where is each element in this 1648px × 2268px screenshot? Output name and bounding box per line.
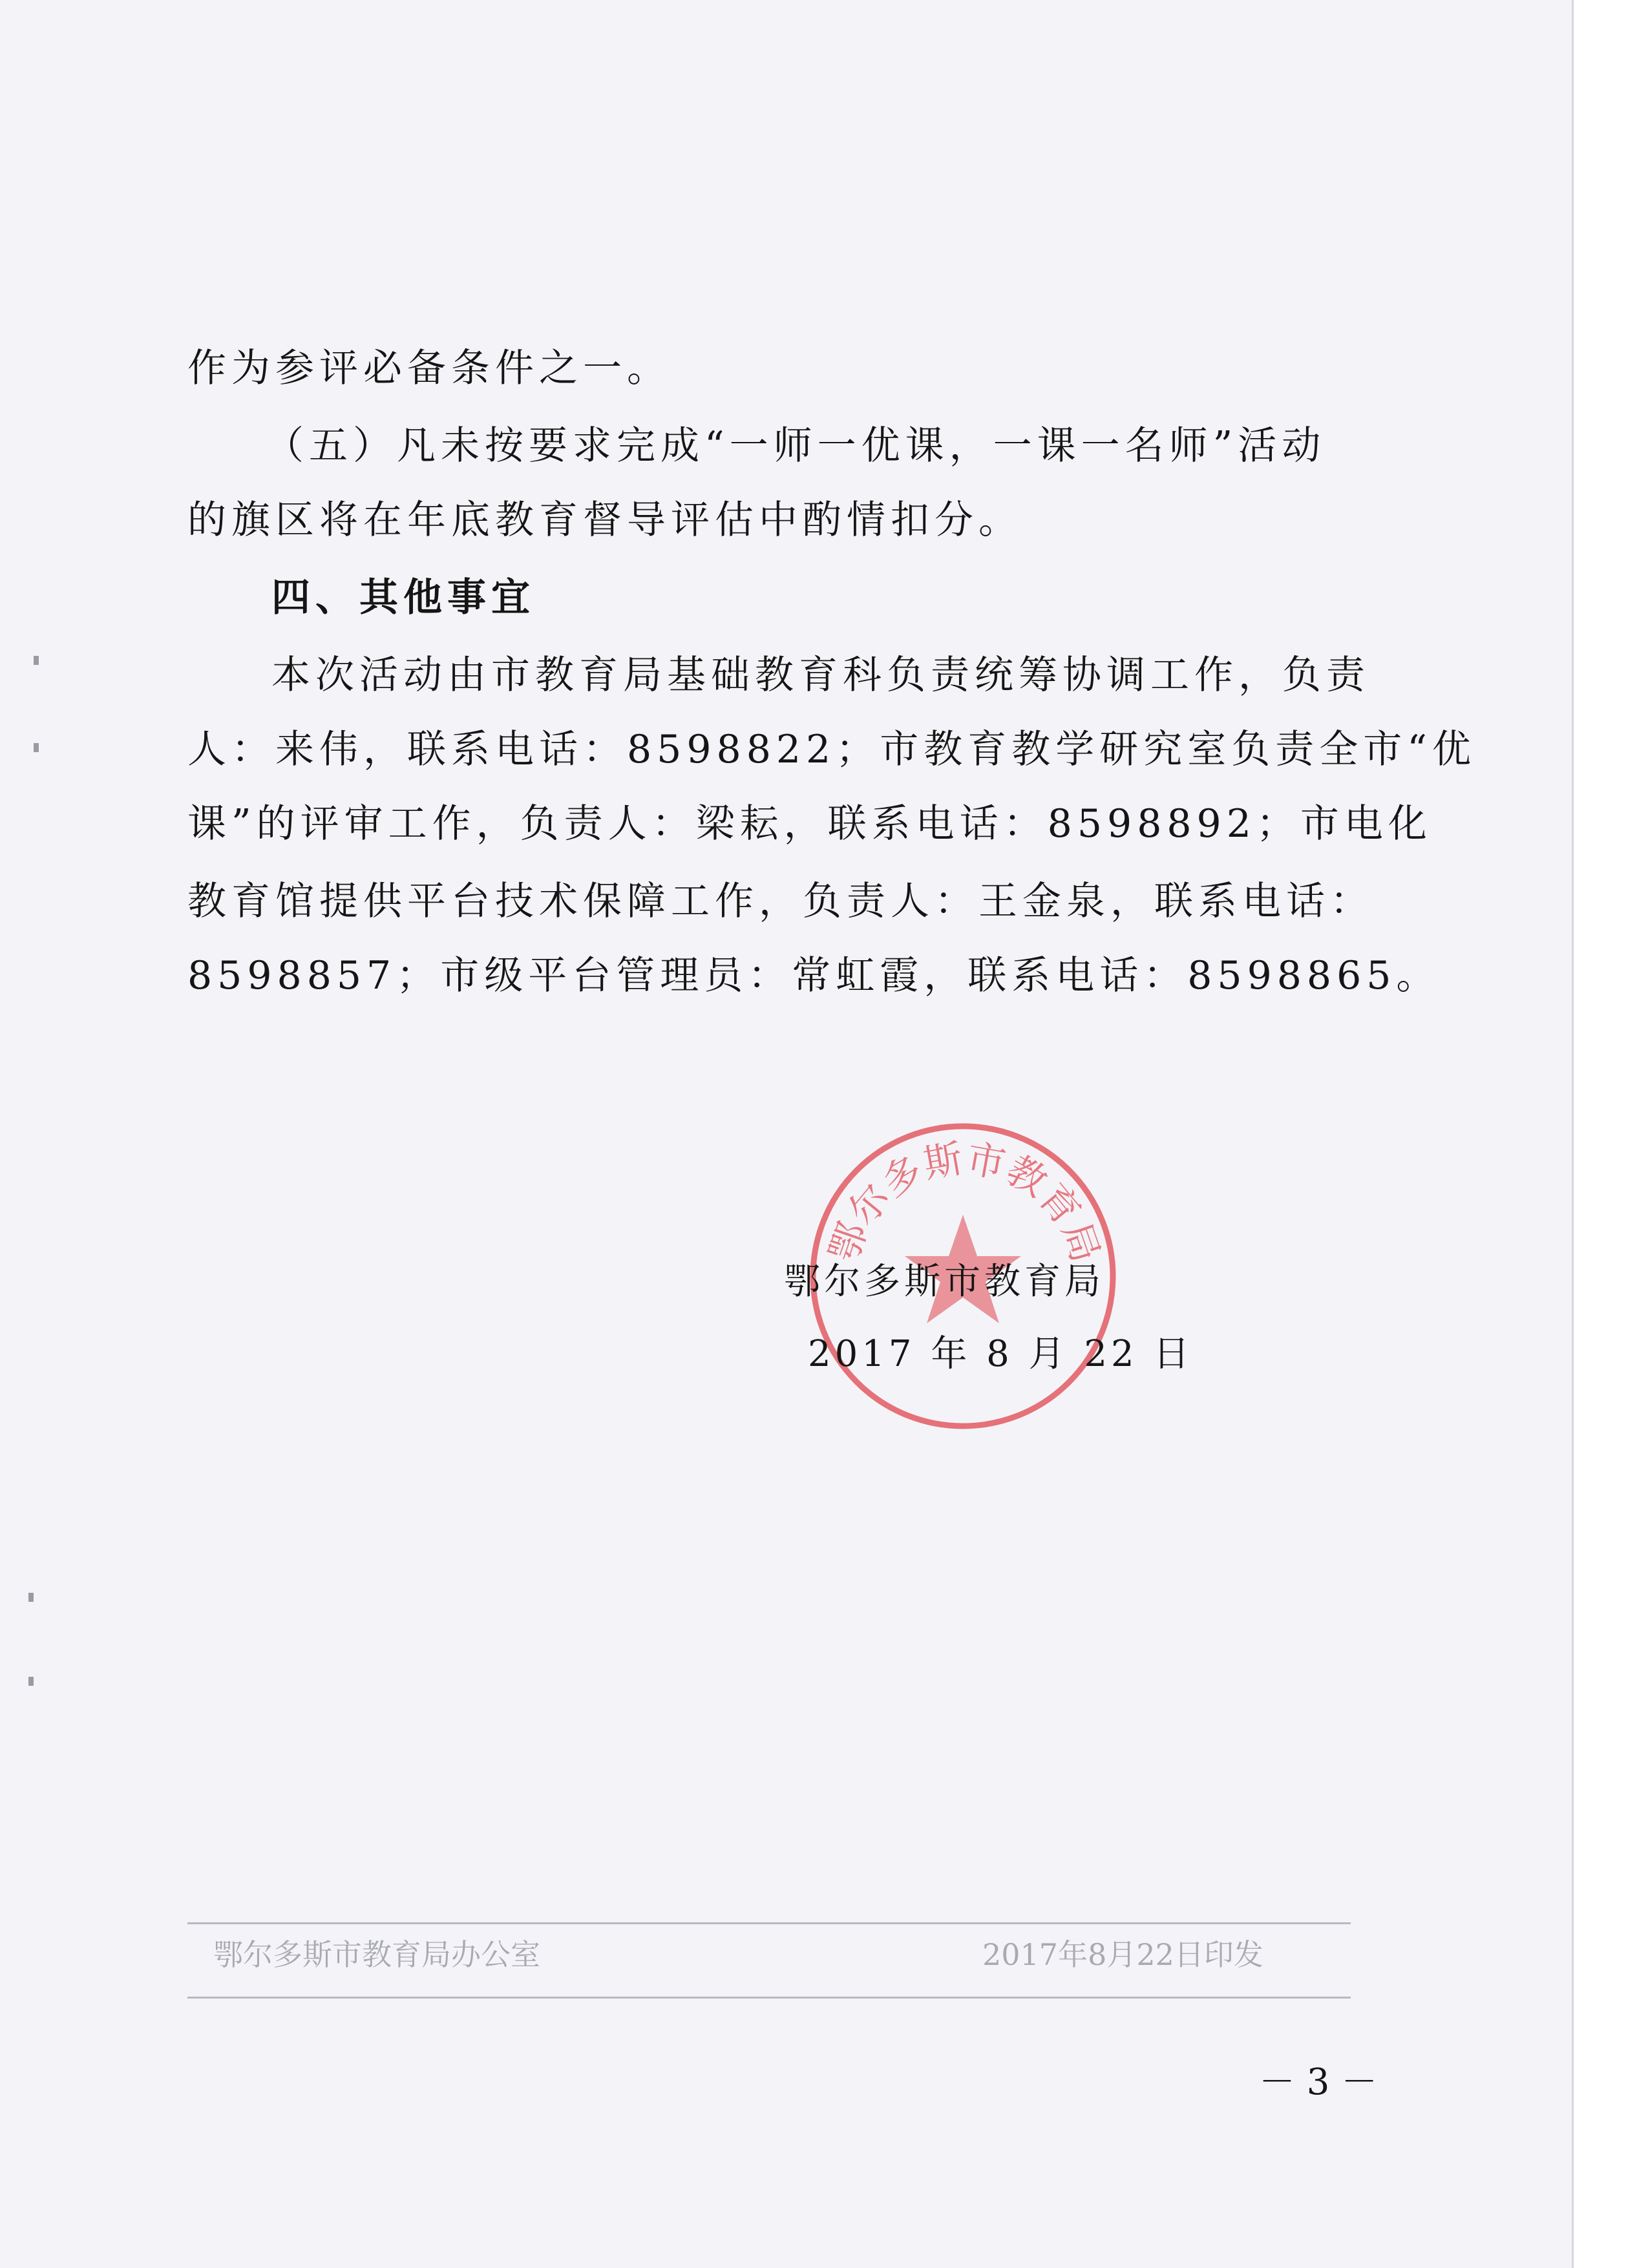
body-line-1: 作为参评必备条件之一。 bbox=[187, 346, 671, 391]
signature-organization: 鄂尔多斯市教育局 bbox=[784, 1261, 1104, 1303]
binding-mark bbox=[28, 1677, 34, 1686]
body-line-5: 本次活动由市教育局基础教育科负责统筹协调工作，负责 bbox=[271, 653, 1370, 698]
scan-edge bbox=[1572, 0, 1648, 2268]
body-line-9: 8598857；市级平台管理员：常虹霞，联系电话：8598865。 bbox=[187, 953, 1441, 998]
footer-bottom-rule bbox=[187, 1997, 1351, 1999]
binding-mark bbox=[28, 1593, 34, 1602]
signature-date: 2017 年 8 月 22 日 bbox=[808, 1333, 1194, 1375]
body-line-2: （五）凡未按要求完成“一师一优课，一课一名师”活动 bbox=[265, 423, 1326, 468]
binding-mark bbox=[34, 656, 39, 665]
body-line-6: 人：来伟，联系电话：8598822；市教育教学研究室负责全市“优 bbox=[187, 727, 1476, 772]
footer-issue-date: 2017年8月22日印发 bbox=[982, 1937, 1263, 1972]
footer-issuer: 鄂尔多斯市教育局办公室 bbox=[213, 1937, 540, 1972]
section-heading: 四、其他事宜 bbox=[271, 575, 535, 620]
footer-top-rule bbox=[187, 1922, 1351, 1924]
body-line-8: 教育馆提供平台技术保障工作，负责人：王金泉，联系电话： bbox=[187, 879, 1374, 924]
binding-mark bbox=[34, 743, 39, 752]
page-number: － 3 － bbox=[1259, 2061, 1378, 2103]
body-line-7: 课”的评审工作，负责人：梁耘，联系电话：8598892；市电化 bbox=[187, 801, 1432, 846]
body-line-3: 的旗区将在年底教育督导评估中酌情扣分。 bbox=[187, 498, 1022, 543]
seal-text: 鄂尔多斯市教育局 bbox=[821, 1136, 1108, 1268]
